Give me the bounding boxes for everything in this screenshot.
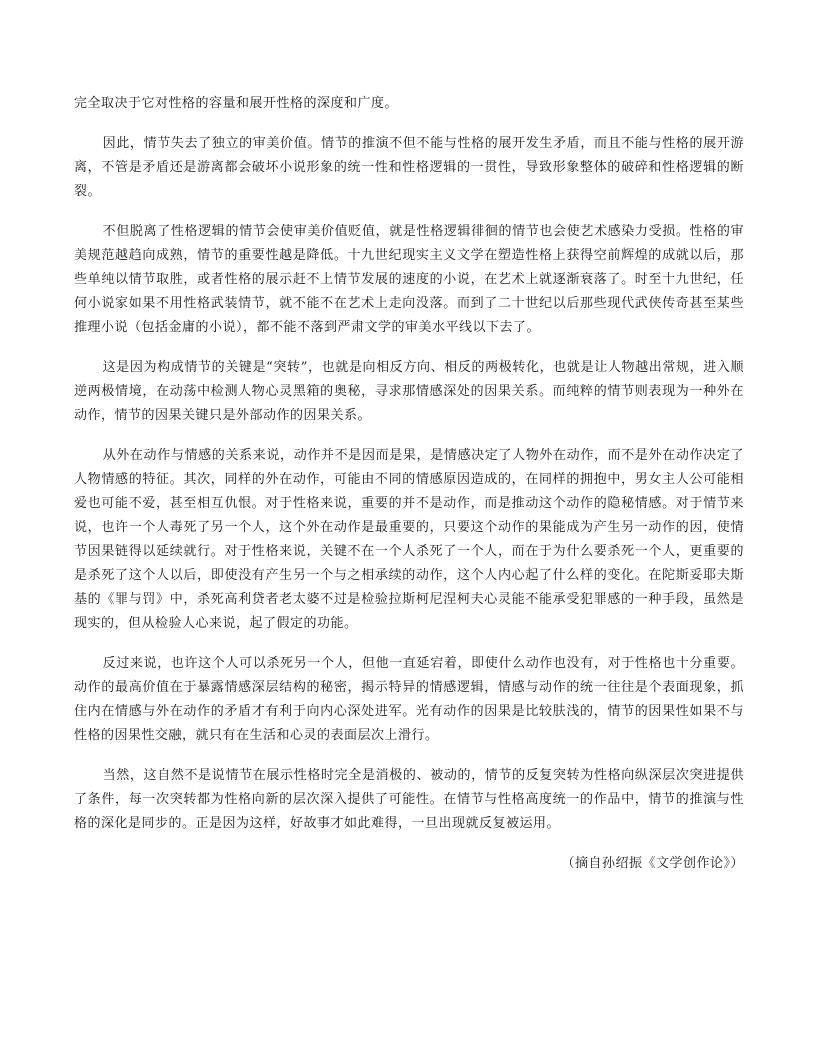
paragraph-2: 因此，情节失去了独立的审美价值。情节的推演不但不能与性格的展开发生矛盾，而且不能与性格的展开游离，不管是矛盾还是游离都会破坏小说形象的统一性和性格逻辑的一贯性，导致形象整体的破碎和性格逻辑的断裂。 bbox=[74, 136, 744, 199]
paragraph-4: 这是因为构成情节的关键是“突转”，也就是向相反方向、相反的两极转化，也就是让人物越出常规，进入顺逆两极情境，在动荡中检测人物心灵黑箱的奥秘，寻求那情感深处的因果关系。而纯粹的情节则表现为一种外在动作，情节的因果关键只是外部动作的因果关系。 bbox=[74, 360, 744, 423]
paragraph-7: 当然，这自然不是说情节在展示性格时完全是消极的、被动的，情节的反复突转为性格向纵深层次突进提供了条件，每一次突转都为性格向新的层次深入提供了可能性。在情节与性格高度统一的作品中，情节的推演与性格的深化是同步的。正是因为这样，好故事才如此难得，一旦出现就反复被运用。 bbox=[74, 768, 744, 831]
document-body bbox=[74, 92, 744, 876]
paragraph-3: 不但脱离了性格逻辑的情节会使审美价值贬值，就是性格逻辑徘徊的情节也会使艺术感染力受损。性格的审美规范越趋向成熟，情节的重要性越是降低。十九世纪现实主义文学在塑造性格上获得空前辉煌的成就以后，那些单纯以情节取胜，或者性格的展示赶不上情节发展的速度的小说，在艺术上就逐渐衰落了。时至十九世纪，任何小说家如果不用性格武装情节，就不能不在艺术上走向没落。而到了二十世纪以后那些现代武侠传奇甚至某些推理小说（包括金庸的小说），都不能不落到严肃文学的审美水平线以下去了。 bbox=[74, 224, 744, 335]
source-citation: （摘自孙绍振《文学创作论》） bbox=[561, 856, 744, 871]
paragraph-6: 反过来说，也许这个人可以杀死另一个人，但他一直延宕着，即使什么动作也没有，对于性格也十分重要。动作的最高价值在于暴露情感深层结构的秘密，揭示特异的情感逻辑，情感与动作的统一往往是个表面现象，抓住内在情感与外在动作的矛盾才有利于向内心深处进军。光有动作的因果是比较肤浅的，情节的因果性如果不与性格的因果性交融，就只有在生活和心灵的表面层次上滑行。 bbox=[74, 656, 744, 743]
paragraph-5: 从外在动作与情感的关系来说，动作并不是因而是果，是情感决定了人物外在动作，而不是外在动作决定了人物情感的特征。其次，同样的外在动作，可能由不同的情感原因造成的，在同样的拥抱中，男女主人公可能相爱也可能不爱，甚至相互仇恨。对于性格来说，重要的并不是动作，而是推动这个动作的隐秘情感。对于情节来说，也许一个人毒死了另一个人，这个外在动作是最重要的，只要这个动作的果能成为产生另一动作的因，使情节因果链得以延续就行。对于性格来说，关键不在一个人杀死了一个人，而在于为什么要杀死一个人，更重要的是杀死了这个人以后，即使没有产生另一个与之相承续的动作，这个人内心起了什么样的变化。在陀斯妥耶夫斯基的《罪与罚》中，杀死高利贷者老太婆不过是检验拉斯柯尼涅柯夫心灵能不能承受犯罪感的一种手段，虽然是现实的，但从检验人心来说，起了假定的功能。 bbox=[74, 448, 744, 631]
paragraph-1: 完全取决于它对性格的容量和展开性格的深度和广度。 bbox=[74, 96, 399, 111]
